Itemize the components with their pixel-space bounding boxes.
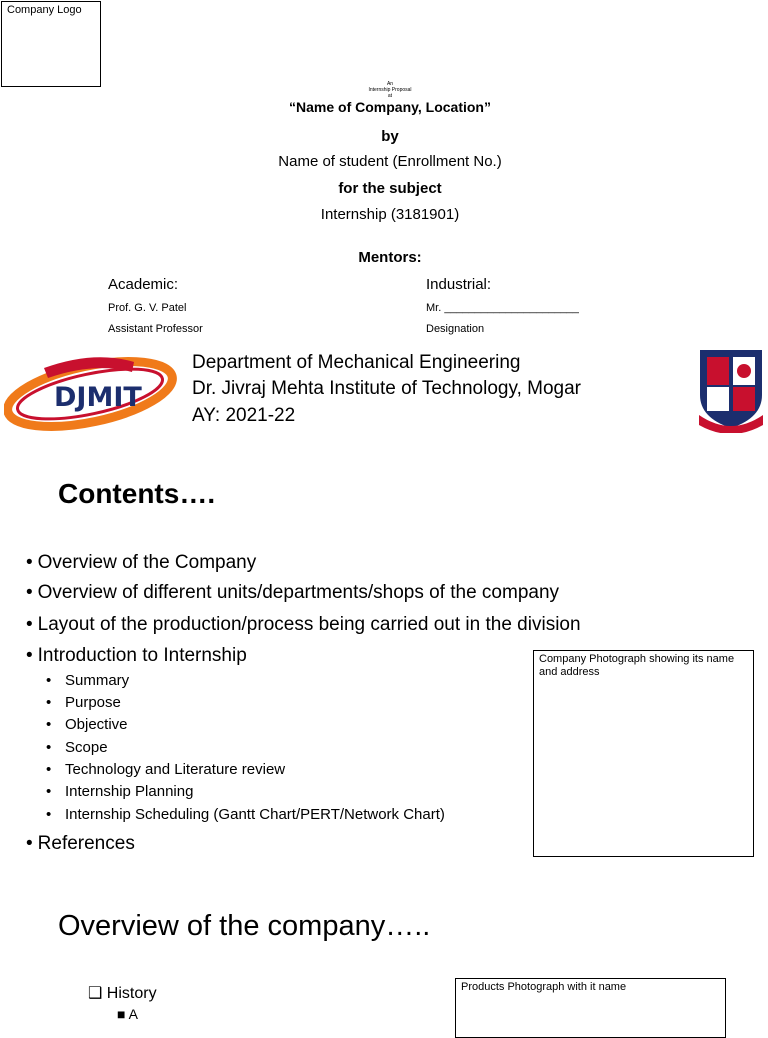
contents-item: • Layout of the production/process being carried out in the division [26,613,581,637]
company-name-title: “Name of Company, Location” [289,99,491,115]
by-label: by [381,128,399,145]
department-name: Department of Mechanical Engineering [192,352,521,373]
products-photo-placeholder [455,978,726,1038]
proposal-tiny-line1: An [386,81,394,87]
company-photo-label: Company Photograph showing its name and address [539,653,735,678]
contents-item: • Introduction to Internship [26,644,247,668]
contents-item: • Overview of the Company [26,551,256,575]
history-item: ❑ History [88,985,157,1002]
academic-heading: Academic: [108,276,179,293]
mentors-label: Mentors: [358,249,422,266]
contents-subitem: • Summary [46,672,129,690]
contents-item: • Overview of different units/departments/shops of the company [26,581,559,605]
industrial-mentor-name: Mr. ______________________ [426,302,579,314]
academic-mentor-name: Prof. G. V. Patel [108,302,187,314]
student-name: Name of student (Enrollment No.) [278,153,502,170]
contents-subitem: • Scope [46,739,108,757]
subject-name: Internship (3181901) [320,206,460,223]
contents-title: Contents…. [58,478,216,509]
university-crest-icon [695,345,767,433]
overview-title: Overview of the company….. [58,910,431,942]
subject-label: for the subject [338,180,442,197]
company-logo-placeholder [1,1,101,87]
products-photo-label: Products Photograph with it name [461,981,627,993]
djmit-logo [4,350,182,432]
history-subitem: ■ A [117,1006,138,1022]
contents-subitem: • Technology and Literature review [46,761,285,779]
academic-year: AY: 2021-22 [192,405,296,426]
company-photo-placeholder [533,650,754,857]
academic-mentor-designation: Assistant Professor [108,323,203,335]
proposal-tiny-line3: at [387,93,393,99]
contents-subitem: • Internship Planning [46,783,193,801]
contents-subitem: • Purpose [46,694,121,712]
company-logo-label: Company Logo [7,4,82,16]
proposal-tiny-line2: Internship Proposal [368,87,412,93]
contents-subitem: • Objective [46,716,128,734]
industrial-mentor-designation: Designation [426,323,485,335]
contents-subitem: • Internship Scheduling (Gantt Chart/PERT/Network Chart) [46,806,445,824]
institute-name: Dr. Jivraj Mehta Institute of Technology, Mogar [192,378,581,399]
contents-item: • References [26,832,135,856]
djmit-logo-text: DJMIT [54,382,142,413]
industrial-heading: Industrial: [426,276,492,293]
